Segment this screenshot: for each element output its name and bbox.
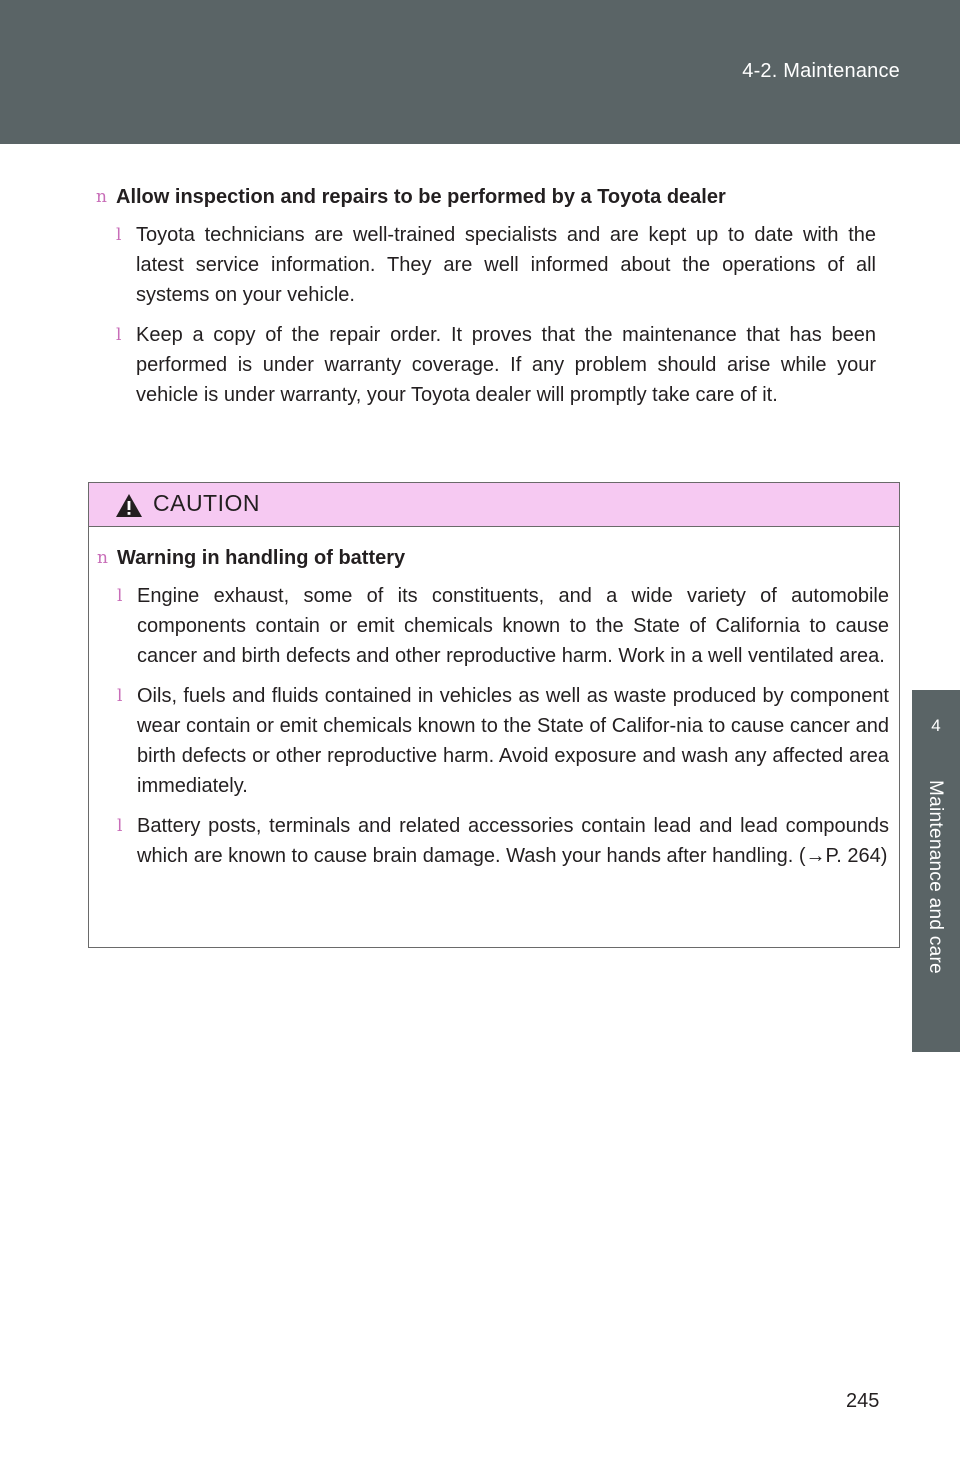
item-text: Oils, fuels and fluids contained in vehicles as well as waste produced by component wear contain or emit chemicals known to the State of Califor-nia to cause cancer and birth defects or other reproductive harm. Avoid exposure and wash any affected area immediately. xyxy=(137,685,889,797)
heading-text: Allow inspection and repairs to be performed by a Toyota dealer xyxy=(116,186,726,208)
caution-box xyxy=(88,482,900,948)
header-band xyxy=(0,0,960,144)
item-bullet-icon: l xyxy=(117,686,123,706)
caution-body xyxy=(97,543,889,871)
chapter-side-tab xyxy=(912,690,960,1052)
list-item xyxy=(97,581,889,671)
list-item xyxy=(96,220,876,310)
item-bullet-icon: l xyxy=(116,225,122,245)
caution-title: CAUTION xyxy=(153,490,260,516)
item-bullet-icon: l xyxy=(117,586,123,606)
caution-heading xyxy=(97,543,889,573)
item-bullet-icon: l xyxy=(116,325,122,345)
heading-bullet-icon: n xyxy=(97,548,108,568)
section-title: 4-2. Maintenance xyxy=(742,60,900,82)
list-item xyxy=(97,681,889,801)
page-number: 245 xyxy=(846,1390,880,1412)
list-item xyxy=(96,320,876,410)
main-content xyxy=(96,182,876,410)
chapter-title: Maintenance and care xyxy=(925,780,946,975)
item-text: Engine exhaust, some of its constituents, and a wide variety of automobile components contain or emit chemicals known to the State of California to cause cancer and birth defects and other reproductive harm. Work in a well ventilated area. xyxy=(137,585,889,667)
caution-header xyxy=(89,483,899,527)
heading-bullet-icon: n xyxy=(96,187,107,207)
section-heading xyxy=(96,182,876,212)
list-item xyxy=(97,811,889,871)
item-text: Battery posts, terminals and related accessories contain lead and lead compounds which are known to cause brain damage. Wash your hands after handling. (→P. 264) xyxy=(137,815,889,867)
item-text: Toyota technicians are well-trained specialists and are kept up to date with the latest service information. They are well informed about the operations of all systems on your vehicle. xyxy=(136,224,876,306)
heading-text: Warning in handling of battery xyxy=(117,547,406,569)
item-bullet-icon: l xyxy=(117,816,123,836)
warning-triangle-icon xyxy=(115,493,143,518)
item-text: Keep a copy of the repair order. It proves that the maintenance that has been performed is under warranty coverage. If any problem should arise while your vehicle is under warranty, your Toyota dealer will promptly take care of it. xyxy=(136,324,876,406)
chapter-number: 4 xyxy=(931,716,941,735)
